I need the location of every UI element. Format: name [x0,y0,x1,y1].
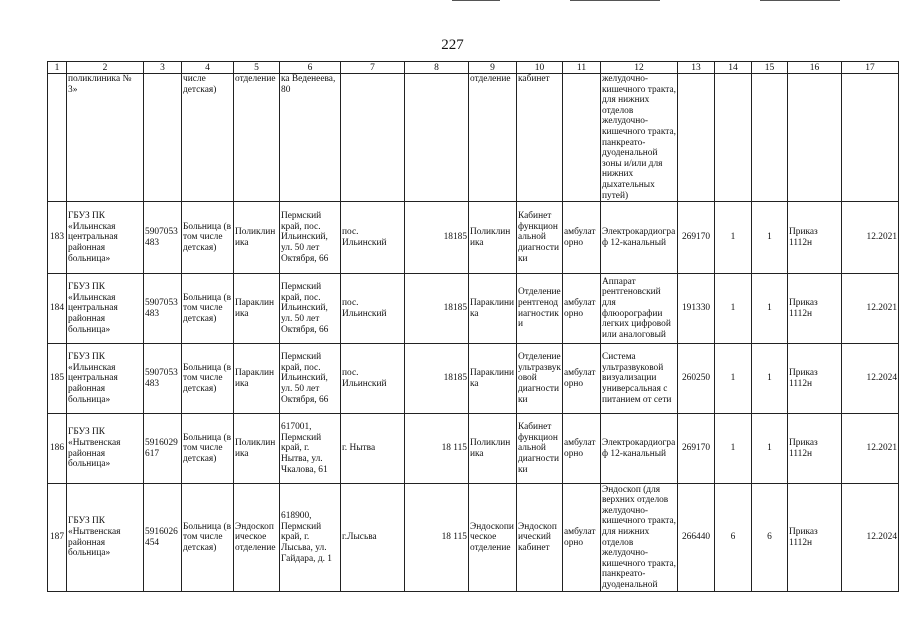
table-cell: Система ультразвуковой визуализации универсальная с питанием от сети [601,344,678,414]
table-cell: 183 [48,202,67,274]
table-cell: Отделение ультразвуковой диагностики [517,344,563,414]
table-cell: Пермский край, пос. Ильинский, ул. 50 лет Октября, 66 [280,202,341,274]
column-header: 16 [788,62,842,74]
table-cell: поликлиника № 3» [67,74,144,202]
column-header: 6 [280,62,341,74]
table-cell: желудочно-кишечного тракта, для нижних отделов желудочно-кишечного тракта, панкреато-дуоденальной зоны и/или для нижних дыхательных путей) [602,74,676,201]
table-cell: 1 [752,274,788,344]
table-cell [405,74,469,202]
table-cell: 1 [715,344,752,414]
column-header: 2 [67,62,144,74]
table-cell: ГБУЗ ПК «Ильинская центральная районная больница» [67,202,144,274]
table-row [48,414,899,484]
table-cell: Отделение рентгенодиагностики [517,274,563,344]
page-number: 227 [441,37,464,53]
table-cell: Электрокардиограф 12-канальный [601,202,678,274]
table-cell: амбулаторно [563,202,601,274]
table-cell: 260250 [678,344,715,414]
table-cell: Приказ 1112н [788,344,842,414]
column-header: 7 [341,62,405,74]
table-cell: Эндоскопический кабинет [517,484,563,592]
table-cell: ГБУЗ ПК «Ильинская центральная районная больница» [67,274,144,344]
table-cell: ГБУЗ ПК «Нытвенская районная больница» [67,414,144,484]
table-cell: 12.2021 [842,414,899,484]
table-cell [563,74,601,202]
table-cell: Параклиника [469,344,517,414]
table-cell: амбулаторно [563,274,601,344]
top-edge-lines [0,0,905,4]
table-cell [48,74,67,202]
table-cell: Эндоскоп (для верхних отделов желудочно-кишечного тракта, для нижних отделов желудочно-кишечного тракта, панкреато-дуоденальной [602,484,676,590]
table-cell: г.Лысьва [341,484,405,592]
table-cell [715,74,752,202]
table-cell: Больница (в том числе детская) [182,484,234,592]
table-cell: 266440 [678,484,715,592]
table-cell: Больница (в том числе детская) [182,344,234,414]
table-row [48,274,899,344]
table-cell: Пермский край, пос. Ильинский, ул. 50 лет Октября, 66 [280,344,341,414]
table-cell: ка Веденеева, 80 [280,74,341,202]
column-header: 10 [517,62,563,74]
table-row [48,484,899,592]
table-cell: 6 [752,484,788,592]
table-cell [144,74,182,202]
column-header: 4 [182,62,234,74]
table-cell: пос. Ильинский [341,344,405,414]
table-cell: Приказ 1112н [788,202,842,274]
table-cell: 185 [48,344,67,414]
table-cell: 618900, Пермский край, г. Лысьва, ул. Гайдара, д. 1 [280,484,341,592]
table-cell: амбулаторно [563,344,601,414]
table-cell [788,74,842,202]
table-cell: 18 115 [405,484,469,592]
table-cell: Приказ 1112н [788,484,842,592]
table-cell: отделение [234,74,280,202]
table-cell: Параклиника [234,344,280,414]
table-cell [341,74,405,202]
table-cell: 18185 [405,202,469,274]
table-cell: 617001, Пермский край, г. Нытва, ул. Чкалова, 61 [280,414,341,484]
table-cell [678,74,715,202]
table-cell: 1 [752,202,788,274]
table-cell: 5907053483 [144,202,182,274]
table-cell: Приказ 1112н [788,414,842,484]
column-header: 9 [469,62,517,74]
column-header: 3 [144,62,182,74]
table-cell: амбулаторно [563,484,601,592]
table-cell: 12.2021 [842,274,899,344]
header-row [48,62,899,74]
table-cell: 5907053483 [144,344,182,414]
table-cell: 187 [48,484,67,592]
table-cell: 186 [48,414,67,484]
table-cell [752,74,788,202]
table-cell: 1 [715,202,752,274]
table-cell: Больница (в том числе детская) [182,274,234,344]
table-cell: 18185 [405,274,469,344]
column-header: 12 [601,62,678,74]
table-cell: пос. Ильинский [341,274,405,344]
table-cell: 12.2024 [842,484,899,592]
table-cell: 5916026454 [144,484,182,592]
table-cell: амбулаторно [563,414,601,484]
table-cell: Эндоскопическое отделение [234,484,280,592]
column-header: 5 [234,62,280,74]
table-cell: Аппарат рентгеновский для флюорографии легких цифровой или аналоговый [601,274,678,344]
table-row [48,344,899,414]
table-cell: Параклиника [469,274,517,344]
table-cell: Кабинет функциональной диагностики [517,414,563,484]
column-header: 14 [715,62,752,74]
table-cell: 6 [715,484,752,592]
table-cell: Параклиника [234,274,280,344]
table-cell: 269170 [678,202,715,274]
table-cell: отделение [469,74,517,202]
column-header: 1 [48,62,67,74]
table-cell: Поликлиника [469,202,517,274]
table-cell: Приказ 1112н [788,274,842,344]
column-header: 11 [563,62,601,74]
table-row [48,74,899,202]
table-cell: Больница (в том числе детская) [182,414,234,484]
table-cell: 18 115 [405,414,469,484]
table-cell: Поликлиника [469,414,517,484]
column-header: 15 [752,62,788,74]
table-cell: ГБУЗ ПК «Ильинская центральная районная больница» [67,344,144,414]
table-cell: 1 [752,344,788,414]
table-cell: 18185 [405,344,469,414]
table-cell: Эндоскопическое отделение [469,484,517,592]
table-cell: 5907053483 [144,274,182,344]
column-header: 17 [842,62,899,74]
table-cell: Поликлиника [234,414,280,484]
table-cell: г. Нытва [341,414,405,484]
table-cell: 184 [48,274,67,344]
table-cell: 1 [715,274,752,344]
table-cell: Электрокардиограф 12-канальный [601,414,678,484]
table-cell: числе детская) [182,74,234,202]
table-cell: Пермский край, пос. Ильинский, ул. 50 лет Октября, 66 [280,274,341,344]
table-cell: Поликлиника [234,202,280,274]
table-cell: пос. Ильинский [341,202,405,274]
table-cell: ГБУЗ ПК «Нытвенская районная больница» [67,484,144,592]
table-cell: 269170 [678,414,715,484]
table-cell: Больница (в том числе детская) [182,202,234,274]
table-cell: 1 [752,414,788,484]
table-cell: 191330 [678,274,715,344]
table-cell: 12.2024 [842,344,899,414]
table-cell [842,74,899,202]
table-cell: 1 [715,414,752,484]
table-cell: 12.2021 [842,202,899,274]
table-row [48,202,899,274]
column-header: 13 [678,62,715,74]
equipment-table [47,61,899,592]
table-cell: 5916029617 [144,414,182,484]
column-header: 8 [405,62,469,74]
table-cell: кабинет [517,74,563,202]
table-cell: Кабинет функциональной диагностики [517,202,563,274]
